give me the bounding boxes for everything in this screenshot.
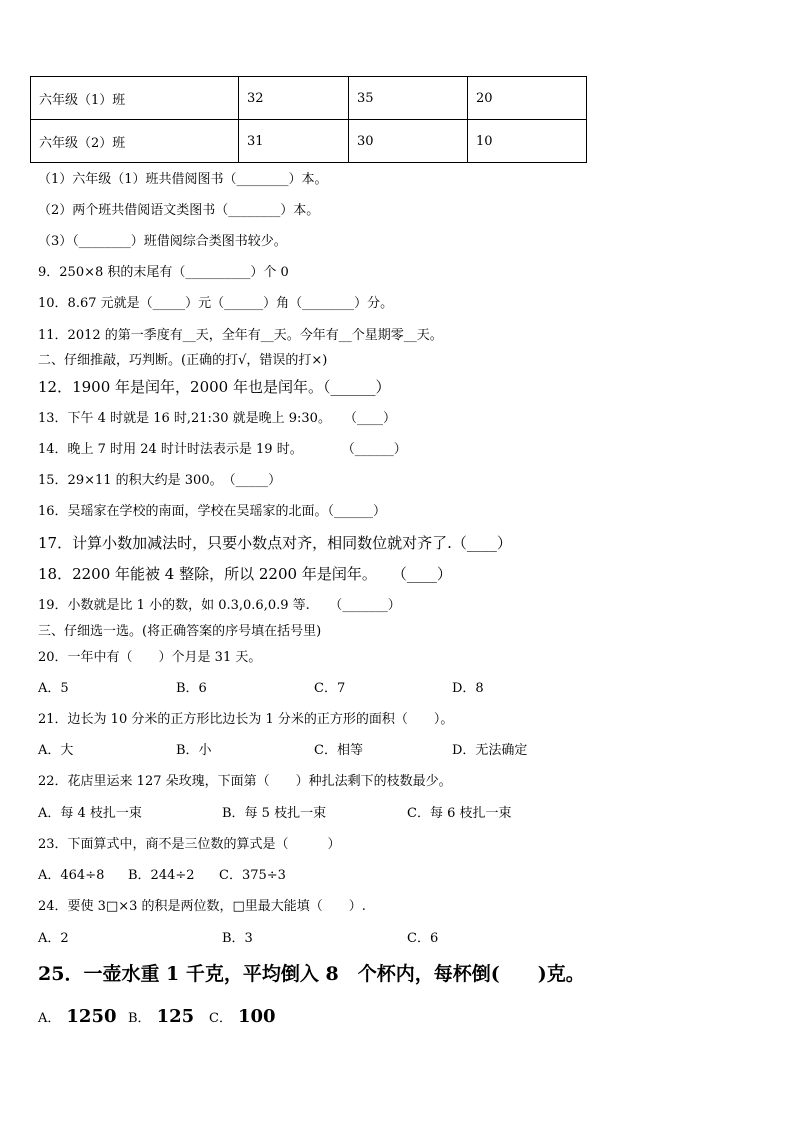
question-20: 20．一年中有（ ）个月是 31 天。 [38,650,262,665]
question-23: 23．下面算式中，商不是三位数的算式是（ ） [38,837,341,852]
option-a[interactable]: A．464÷8 [38,868,105,883]
option-a[interactable]: A．大 [38,743,74,758]
option-c[interactable]: C．6 [407,931,439,946]
question-12: 12．1900 年是闰年，2000 年也是闰年。（______） [38,378,391,396]
table-cell: 六年级（2）班 [31,120,239,163]
question-15: 15．29×11 的积大约是 300。 （_____） [38,473,282,488]
option-a[interactable]: A．5 [38,681,69,696]
table-row [31,120,587,163]
option-a[interactable]: A．2 [38,931,69,946]
option-c[interactable]: C．375÷3 [219,868,286,883]
table-row [31,77,587,120]
table-cell: 10 [468,120,587,163]
question-14: 14．晚上 7 时用 24 时计时法表示是 19 时。 （______） [38,442,407,457]
question-19: 19．小数就是比 1 小的数，如 0.3,0.6,0.9 等. （_______） [38,598,401,613]
table-cell: 31 [239,120,349,163]
option-b[interactable]: B．6 [176,681,207,696]
option-b[interactable]: B．小 [176,743,212,758]
option-label: A． [38,1011,61,1026]
option-a[interactable] [38,1006,117,1030]
option-c[interactable]: C．7 [314,681,346,696]
option-c[interactable]: C．相等 [314,743,363,758]
question-25: 25．一壶水重 1 千克，平均倒入 8 个杯内，每杯倒( )克。 [38,963,585,985]
option-b[interactable]: B．244÷2 [128,868,195,883]
option-value: 100 [237,1006,276,1027]
table-cell: 30 [349,120,468,163]
table-cell: 20 [468,77,587,120]
option-value: 1250 [66,1006,117,1027]
section-heading-choose: 三、仔细选一选。(将正确答案的序号填在括号里) [38,624,322,639]
option-d[interactable]: D．8 [452,681,484,696]
question-21: 21．边长为 10 分米的正方形比边长为 1 分米的正方形的面积（ ）。 [38,712,454,727]
option-b[interactable] [128,1006,194,1030]
table-cell: 32 [239,77,349,120]
reading-table [30,76,587,163]
question-16: 16．吴瑶家在学校的南面，学校在吴瑶家的北面。（______） [38,504,387,519]
table-cell: 35 [349,77,468,120]
question-8-part-2: （2）两个班共借阅语文类图书（________）本。 [38,203,320,218]
question-22: 22．花店里运来 127 朵玫瑰，下面第（ ）种扎法剩下的枝数最少。 [38,774,452,789]
question-8-part-3: （3）（________）班借阅综合类图书较少。 [38,234,287,249]
option-value: 125 [156,1006,195,1027]
option-label: C． [209,1011,232,1026]
question-11: 11．2012 的第一季度有__天，全年有__天。今年有__个星期零__天。 [38,328,443,343]
question-10: 10．8.67 元就是（_____）元（______）角（________）分。 [38,296,394,311]
table-cell: 六年级（1）班 [31,77,239,120]
question-17: 17．计算小数加减法时，只要小数点对齐，相同数位就对齐了.（____） [38,534,512,552]
question-8-part-1: （1）六年级（1）班共借阅图书（________）本。 [38,172,328,187]
option-a[interactable]: A．每 4 枝扎一束 [38,806,142,821]
option-b[interactable]: B．3 [222,931,253,946]
question-24: 24．要使 3□×3 的积是两位数，□里最大能填（ ）. [38,899,366,914]
option-b[interactable]: B．每 5 枝扎一束 [222,806,327,821]
option-label: B． [128,1011,151,1026]
section-heading-judge: 二、仔细推敲，巧判断。(正确的打√，错误的打×) [38,353,328,368]
question-9: 9．250×8 积的末尾有（__________）个 0 [38,265,289,280]
option-d[interactable]: D．无法确定 [452,743,528,758]
question-18: 18．2200 年能被 4 整除，所以 2200 年是闰年。 （____） [38,565,452,583]
option-c[interactable] [209,1006,276,1030]
option-c[interactable]: C．每 6 枝扎一束 [407,806,512,821]
question-13: 13．下午 4 时就是 16 时,21:30 就是晚上 9:30。 （____） [38,411,396,426]
